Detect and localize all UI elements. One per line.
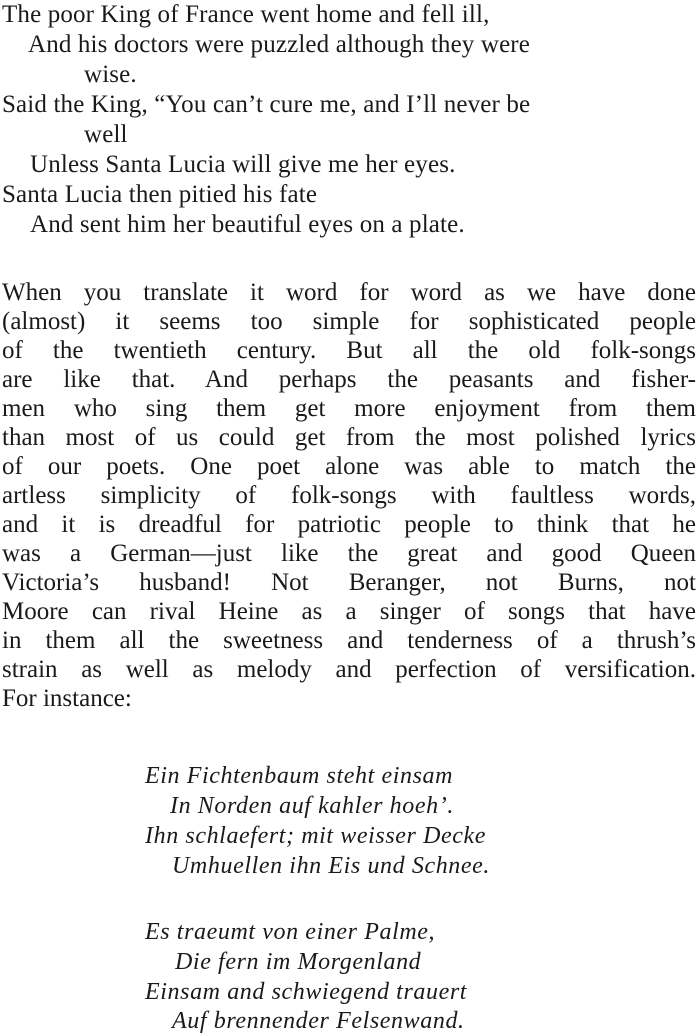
paragraph-line: and it is dreadful for patriotic people to think that he bbox=[2, 511, 696, 538]
verse-line: Santa Lucia then pitied his fate bbox=[2, 181, 318, 208]
paragraph-line: of the twentieth century. But all the old folk-songs bbox=[2, 337, 696, 364]
paragraph-line: men who sing them get more enjoyment from them bbox=[2, 395, 696, 422]
german-verse-line: Ein Fichtenbaum steht einsam bbox=[145, 763, 454, 789]
paragraph-line: than most of us could get from the most polished lyrics bbox=[2, 424, 696, 451]
verse-line: Unless Santa Lucia will give me her eyes. bbox=[30, 151, 456, 178]
german-verse-line: Einsam and schwiegend trauert bbox=[145, 979, 468, 1005]
paragraph-line: For instance: bbox=[2, 685, 132, 712]
verse-line: The poor King of France went home and fell ill, bbox=[2, 1, 490, 28]
german-verse-line: Ihn schlaefert; mit weisser Decke bbox=[145, 823, 487, 849]
verse-line: And sent him her beautiful eyes on a plate. bbox=[30, 211, 465, 238]
paragraph-line: of our poets. One poet alone was able to match the bbox=[2, 453, 696, 480]
paragraph-line: was a German—just like the great and good Queen bbox=[2, 540, 696, 567]
verse-line: well bbox=[84, 121, 128, 148]
german-verse-line: Die fern im Morgenland bbox=[175, 949, 422, 975]
german-verse-line: Umhuellen ihn Eis und Schnee. bbox=[172, 853, 490, 879]
verse-line: wise. bbox=[84, 61, 137, 88]
paragraph-line: (almost) it seems too simple for sophisticated people bbox=[2, 308, 696, 335]
paragraph-line: When you translate it word for word as we have done bbox=[2, 279, 696, 306]
verse-line: And his doctors were puzzled although they were bbox=[28, 31, 531, 58]
paragraph-line: are like that. And perhaps the peasants and fisher- bbox=[2, 366, 696, 393]
german-verse-line: In Norden auf kahler hoeh’. bbox=[170, 793, 454, 819]
paragraph-line: strain as well as melody and perfection of versification. bbox=[2, 656, 696, 683]
paragraph-line: artless simplicity of folk-songs with faultless words, bbox=[2, 482, 696, 509]
german-verse-line: Es traeumt von einer Palme, bbox=[145, 919, 436, 945]
paragraph-line: Moore can rival Heine as a singer of songs that have bbox=[2, 598, 696, 625]
paragraph-line: Victoria’s husband! Not Beranger, not Burns, not bbox=[2, 569, 696, 596]
verse-line: Said the King, “You can’t cure me, and I’ll never be bbox=[2, 91, 531, 118]
paragraph-line: in them all the sweetness and tenderness of a thrush’s bbox=[2, 627, 696, 654]
german-verse-line: Auf brennender Felsenwand. bbox=[172, 1008, 465, 1034]
